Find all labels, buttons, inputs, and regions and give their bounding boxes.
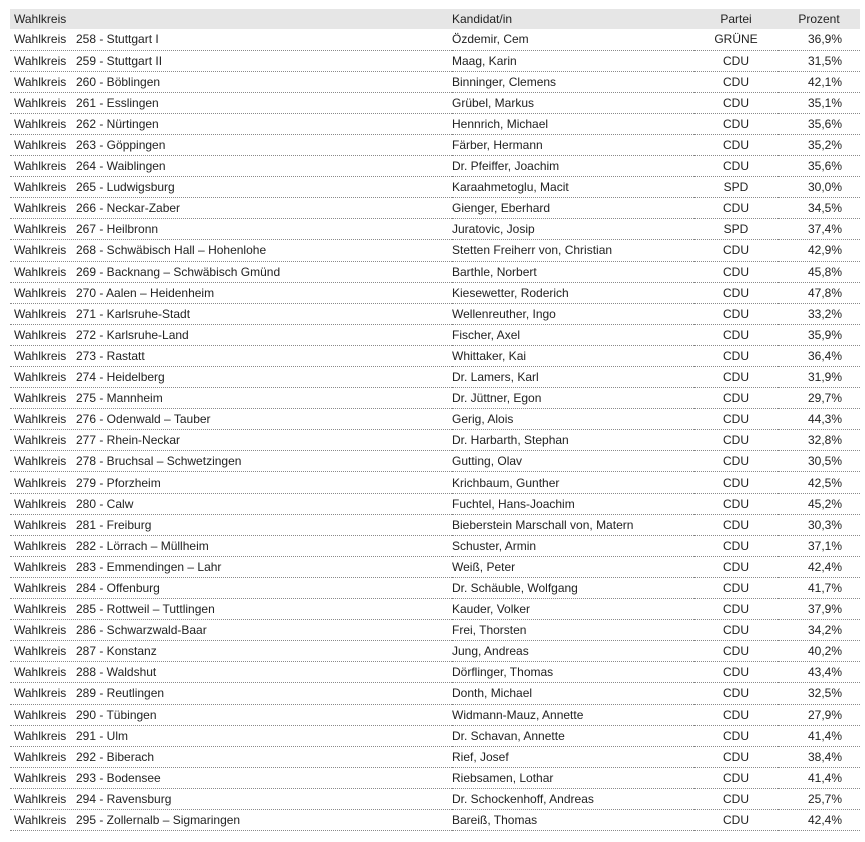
cell-kandidat: Juratovic, Josip xyxy=(452,219,694,240)
cell-kandidat: Frei, Thorsten xyxy=(452,620,694,641)
wahlkreis-label: Wahlkreis xyxy=(14,53,67,68)
wahlkreis-label: Wahlkreis xyxy=(14,201,67,216)
wahlkreis-name: 278 - Bruchsal – Schwetzingen xyxy=(76,454,242,469)
cell-wahlkreis xyxy=(10,50,452,71)
wahlkreis-label: Wahlkreis xyxy=(14,180,67,195)
cell-kandidat: Weiß, Peter xyxy=(452,556,694,577)
table-row xyxy=(10,409,860,430)
cell-wahlkreis xyxy=(10,134,452,155)
table-row xyxy=(10,29,860,50)
cell-prozent: 29,7% xyxy=(778,388,860,409)
table-row xyxy=(10,134,860,155)
cell-kandidat: Karaahmetoglu, Macit xyxy=(452,177,694,198)
cell-kandidat: Widmann-Mauz, Annette xyxy=(452,704,694,725)
cell-prozent: 37,4% xyxy=(778,219,860,240)
table-row xyxy=(10,92,860,113)
cell-wahlkreis xyxy=(10,388,452,409)
table-row xyxy=(10,219,860,240)
cell-wahlkreis xyxy=(10,809,452,830)
wahlkreis-name: 261 - Esslingen xyxy=(76,95,159,110)
cell-wahlkreis xyxy=(10,367,452,388)
wahlkreis-name: 276 - Odenwald – Tauber xyxy=(76,412,211,427)
cell-prozent: 37,1% xyxy=(778,535,860,556)
cell-partei: CDU xyxy=(694,577,778,598)
cell-partei: CDU xyxy=(694,472,778,493)
cell-partei: GRÜNE xyxy=(694,29,778,50)
table-row xyxy=(10,620,860,641)
cell-wahlkreis xyxy=(10,535,452,556)
cell-partei: CDU xyxy=(694,683,778,704)
cell-kandidat: Stetten Freiherr von, Christian xyxy=(452,240,694,261)
table-row xyxy=(10,556,860,577)
wahlkreis-label: Wahlkreis xyxy=(14,370,67,385)
cell-wahlkreis xyxy=(10,493,452,514)
wahlkreis-name: 281 - Freiburg xyxy=(76,517,152,532)
header-partei: Partei xyxy=(694,9,778,29)
cell-prozent: 35,9% xyxy=(778,324,860,345)
wahlkreis-label: Wahlkreis xyxy=(14,285,67,300)
wahlkreis-label: Wahlkreis xyxy=(14,813,67,828)
cell-wahlkreis xyxy=(10,240,452,261)
cell-kandidat: Krichbaum, Gunther xyxy=(452,472,694,493)
cell-prozent: 47,8% xyxy=(778,282,860,303)
cell-wahlkreis xyxy=(10,177,452,198)
cell-prozent: 37,9% xyxy=(778,599,860,620)
wahlkreis-label: Wahlkreis xyxy=(14,412,67,427)
header-prozent: Prozent xyxy=(778,9,860,29)
cell-prozent: 34,2% xyxy=(778,620,860,641)
cell-partei: CDU xyxy=(694,261,778,282)
wahlkreis-label: Wahlkreis xyxy=(14,116,67,131)
wahlkreis-name: 291 - Ulm xyxy=(76,728,129,743)
cell-kandidat: Gerig, Alois xyxy=(452,409,694,430)
cell-wahlkreis xyxy=(10,219,452,240)
table-body xyxy=(10,29,860,831)
table-row xyxy=(10,303,860,324)
cell-partei: CDU xyxy=(694,725,778,746)
wahlkreis-label: Wahlkreis xyxy=(14,707,67,722)
cell-partei: CDU xyxy=(694,113,778,134)
cell-prozent: 25,7% xyxy=(778,788,860,809)
wahlkreis-label: Wahlkreis xyxy=(14,243,67,258)
cell-kandidat: Bareiß, Thomas xyxy=(452,809,694,830)
cell-wahlkreis xyxy=(10,345,452,366)
wahlkreis-name: 265 - Ludwigsburg xyxy=(76,180,175,195)
cell-wahlkreis xyxy=(10,746,452,767)
cell-wahlkreis xyxy=(10,514,452,535)
cell-partei: CDU xyxy=(694,198,778,219)
cell-wahlkreis xyxy=(10,767,452,788)
cell-wahlkreis xyxy=(10,409,452,430)
table-row xyxy=(10,746,860,767)
table-row xyxy=(10,345,860,366)
wahlkreis-label: Wahlkreis xyxy=(14,686,67,701)
cell-kandidat: Jung, Andreas xyxy=(452,641,694,662)
wahlkreis-label: Wahlkreis xyxy=(14,580,67,595)
table-row xyxy=(10,282,860,303)
cell-partei: CDU xyxy=(694,430,778,451)
cell-partei: CDU xyxy=(694,809,778,830)
cell-prozent: 36,4% xyxy=(778,345,860,366)
cell-kandidat: Dr. Jüttner, Egon xyxy=(452,388,694,409)
cell-partei: CDU xyxy=(694,409,778,430)
wahlkreis-label: Wahlkreis xyxy=(14,348,67,363)
cell-wahlkreis xyxy=(10,725,452,746)
results-table xyxy=(10,9,860,831)
cell-kandidat: Dr. Schäuble, Wolfgang xyxy=(452,577,694,598)
cell-partei: CDU xyxy=(694,134,778,155)
wahlkreis-label: Wahlkreis xyxy=(14,749,67,764)
wahlkreis-name: 286 - Schwarzwald-Baar xyxy=(76,623,207,638)
table-row xyxy=(10,367,860,388)
cell-wahlkreis xyxy=(10,683,452,704)
wahlkreis-name: 288 - Waldshut xyxy=(76,665,157,680)
cell-partei: CDU xyxy=(694,556,778,577)
cell-partei: CDU xyxy=(694,514,778,535)
table-row xyxy=(10,493,860,514)
table-row xyxy=(10,71,860,92)
wahlkreis-name: 260 - Böblingen xyxy=(76,74,161,89)
wahlkreis-label: Wahlkreis xyxy=(14,138,67,153)
cell-wahlkreis xyxy=(10,788,452,809)
wahlkreis-label: Wahlkreis xyxy=(14,159,67,174)
cell-kandidat: Schuster, Armin xyxy=(452,535,694,556)
header-kandidat: Kandidat/in xyxy=(452,9,694,29)
cell-prozent: 38,4% xyxy=(778,746,860,767)
cell-prozent: 30,5% xyxy=(778,451,860,472)
header-wahlkreis: Wahlkreis xyxy=(10,9,452,29)
wahlkreis-label: Wahlkreis xyxy=(14,496,67,511)
cell-wahlkreis xyxy=(10,71,452,92)
cell-kandidat: Donth, Michael xyxy=(452,683,694,704)
wahlkreis-name: 259 - Stuttgart II xyxy=(76,53,163,68)
cell-partei: CDU xyxy=(694,388,778,409)
wahlkreis-name: 283 - Emmendingen – Lahr xyxy=(76,559,222,574)
wahlkreis-label: Wahlkreis xyxy=(14,264,67,279)
wahlkreis-name: 271 - Karlsruhe-Stadt xyxy=(76,306,191,321)
wahlkreis-name: 294 - Ravensburg xyxy=(76,791,172,806)
wahlkreis-label: Wahlkreis xyxy=(14,644,67,659)
cell-kandidat: Dr. Harbarth, Stephan xyxy=(452,430,694,451)
wahlkreis-name: 272 - Karlsruhe-Land xyxy=(76,327,189,342)
cell-kandidat: Hennrich, Michael xyxy=(452,113,694,134)
cell-partei: CDU xyxy=(694,767,778,788)
cell-wahlkreis xyxy=(10,29,452,50)
table-row xyxy=(10,535,860,556)
cell-wahlkreis xyxy=(10,704,452,725)
cell-wahlkreis xyxy=(10,261,452,282)
cell-prozent: 35,1% xyxy=(778,92,860,113)
cell-kandidat: Dörflinger, Thomas xyxy=(452,662,694,683)
wahlkreis-label: Wahlkreis xyxy=(14,95,67,110)
wahlkreis-label: Wahlkreis xyxy=(14,74,67,89)
cell-wahlkreis xyxy=(10,198,452,219)
wahlkreis-name: 282 - Lörrach – Müllheim xyxy=(76,538,209,553)
table-row xyxy=(10,198,860,219)
cell-prozent: 34,5% xyxy=(778,198,860,219)
cell-wahlkreis xyxy=(10,599,452,620)
cell-prozent: 32,5% xyxy=(778,683,860,704)
table-row xyxy=(10,156,860,177)
cell-partei: SPD xyxy=(694,177,778,198)
cell-kandidat: Barthle, Norbert xyxy=(452,261,694,282)
cell-partei: CDU xyxy=(694,746,778,767)
table-row xyxy=(10,50,860,71)
cell-wahlkreis xyxy=(10,156,452,177)
cell-wahlkreis xyxy=(10,641,452,662)
table-row xyxy=(10,641,860,662)
wahlkreis-name: 258 - Stuttgart I xyxy=(76,32,159,47)
wahlkreis-name: 270 - Aalen – Heidenheim xyxy=(76,285,215,300)
wahlkreis-label: Wahlkreis xyxy=(14,791,67,806)
wahlkreis-name: 269 - Backnang – Schwäbisch Gmünd xyxy=(76,264,281,279)
table-row xyxy=(10,430,860,451)
header-row xyxy=(10,9,860,29)
cell-kandidat: Dr. Lamers, Karl xyxy=(452,367,694,388)
cell-kandidat: Riebsamen, Lothar xyxy=(452,767,694,788)
wahlkreis-label: Wahlkreis xyxy=(14,391,67,406)
table-row xyxy=(10,725,860,746)
table-row xyxy=(10,767,860,788)
cell-kandidat: Dr. Pfeiffer, Joachim xyxy=(452,156,694,177)
cell-kandidat: Wellenreuther, Ingo xyxy=(452,303,694,324)
cell-kandidat: Dr. Schockenhoff, Andreas xyxy=(452,788,694,809)
cell-wahlkreis xyxy=(10,472,452,493)
cell-prozent: 36,9% xyxy=(778,29,860,50)
wahlkreis-label: Wahlkreis xyxy=(14,306,67,321)
cell-prozent: 42,1% xyxy=(778,71,860,92)
cell-prozent: 35,2% xyxy=(778,134,860,155)
wahlkreis-name: 262 - Nürtingen xyxy=(76,116,159,131)
cell-kandidat: Gienger, Eberhard xyxy=(452,198,694,219)
wahlkreis-label: Wahlkreis xyxy=(14,517,67,532)
wahlkreis-name: 263 - Göppingen xyxy=(76,138,166,153)
wahlkreis-label: Wahlkreis xyxy=(14,475,67,490)
cell-prozent: 41,4% xyxy=(778,725,860,746)
cell-wahlkreis xyxy=(10,556,452,577)
cell-partei: CDU xyxy=(694,50,778,71)
table-row xyxy=(10,662,860,683)
cell-prozent: 44,3% xyxy=(778,409,860,430)
wahlkreis-name: 279 - Pforzheim xyxy=(76,475,161,490)
cell-wahlkreis xyxy=(10,324,452,345)
cell-prozent: 42,4% xyxy=(778,556,860,577)
cell-partei: CDU xyxy=(694,493,778,514)
cell-kandidat: Fischer, Axel xyxy=(452,324,694,345)
cell-partei: SPD xyxy=(694,219,778,240)
table-header xyxy=(10,9,860,29)
cell-wahlkreis xyxy=(10,92,452,113)
wahlkreis-label: Wahlkreis xyxy=(14,728,67,743)
table-row xyxy=(10,788,860,809)
cell-partei: CDU xyxy=(694,345,778,366)
table-row xyxy=(10,472,860,493)
cell-partei: CDU xyxy=(694,599,778,620)
cell-kandidat: Gutting, Olav xyxy=(452,451,694,472)
wahlkreis-name: 275 - Mannheim xyxy=(76,391,163,406)
cell-prozent: 42,4% xyxy=(778,809,860,830)
cell-partei: CDU xyxy=(694,71,778,92)
table-row xyxy=(10,388,860,409)
cell-prozent: 42,9% xyxy=(778,240,860,261)
cell-partei: CDU xyxy=(694,620,778,641)
cell-prozent: 30,3% xyxy=(778,514,860,535)
cell-kandidat: Färber, Hermann xyxy=(452,134,694,155)
wahlkreis-label: Wahlkreis xyxy=(14,538,67,553)
table-row xyxy=(10,451,860,472)
cell-wahlkreis xyxy=(10,620,452,641)
wahlkreis-label: Wahlkreis xyxy=(14,602,67,617)
cell-partei: CDU xyxy=(694,303,778,324)
wahlkreis-name: 293 - Bodensee xyxy=(76,770,161,785)
cell-kandidat: Dr. Schavan, Annette xyxy=(452,725,694,746)
cell-kandidat: Özdemir, Cem xyxy=(452,29,694,50)
cell-kandidat: Whittaker, Kai xyxy=(452,345,694,366)
cell-partei: CDU xyxy=(694,282,778,303)
cell-prozent: 45,2% xyxy=(778,493,860,514)
cell-partei: CDU xyxy=(694,324,778,345)
wahlkreis-name: 287 - Konstanz xyxy=(76,644,157,659)
wahlkreis-label: Wahlkreis xyxy=(14,454,67,469)
wahlkreis-name: 264 - Waiblingen xyxy=(76,159,166,174)
cell-wahlkreis xyxy=(10,577,452,598)
wahlkreis-label: Wahlkreis xyxy=(14,222,67,237)
cell-partei: CDU xyxy=(694,92,778,113)
table-row xyxy=(10,704,860,725)
table-row xyxy=(10,261,860,282)
wahlkreis-label: Wahlkreis xyxy=(14,559,67,574)
cell-prozent: 43,4% xyxy=(778,662,860,683)
cell-kandidat: Binninger, Clemens xyxy=(452,71,694,92)
cell-kandidat: Kauder, Volker xyxy=(452,599,694,620)
cell-prozent: 41,7% xyxy=(778,577,860,598)
table-row xyxy=(10,599,860,620)
cell-partei: CDU xyxy=(694,788,778,809)
cell-prozent: 33,2% xyxy=(778,303,860,324)
table-row xyxy=(10,324,860,345)
cell-prozent: 35,6% xyxy=(778,113,860,134)
cell-prozent: 31,9% xyxy=(778,367,860,388)
wahlkreis-label: Wahlkreis xyxy=(14,665,67,680)
wahlkreis-name: 274 - Heidelberg xyxy=(76,370,165,385)
cell-kandidat: Fuchtel, Hans-Joachim xyxy=(452,493,694,514)
cell-wahlkreis xyxy=(10,113,452,134)
cell-prozent: 35,6% xyxy=(778,156,860,177)
cell-kandidat: Rief, Josef xyxy=(452,746,694,767)
wahlkreis-name: 267 - Heilbronn xyxy=(76,222,159,237)
cell-wahlkreis xyxy=(10,282,452,303)
cell-partei: CDU xyxy=(694,367,778,388)
cell-kandidat: Maag, Karin xyxy=(452,50,694,71)
cell-partei: CDU xyxy=(694,641,778,662)
table-row xyxy=(10,809,860,830)
cell-kandidat: Kiesewetter, Roderich xyxy=(452,282,694,303)
wahlkreis-label: Wahlkreis xyxy=(14,770,67,785)
cell-prozent: 42,5% xyxy=(778,472,860,493)
wahlkreis-name: 284 - Offenburg xyxy=(76,580,160,595)
cell-partei: CDU xyxy=(694,535,778,556)
cell-partei: CDU xyxy=(694,240,778,261)
cell-prozent: 30,0% xyxy=(778,177,860,198)
cell-partei: CDU xyxy=(694,662,778,683)
wahlkreis-label: Wahlkreis xyxy=(14,433,67,448)
wahlkreis-name: 285 - Rottweil – Tuttlingen xyxy=(76,602,215,617)
wahlkreis-label: Wahlkreis xyxy=(14,32,67,47)
table-row xyxy=(10,683,860,704)
wahlkreis-name: 266 - Neckar-Zaber xyxy=(76,201,181,216)
wahlkreis-name: 273 - Rastatt xyxy=(76,348,145,363)
cell-prozent: 31,5% xyxy=(778,50,860,71)
cell-prozent: 45,8% xyxy=(778,261,860,282)
wahlkreis-name: 292 - Biberach xyxy=(76,749,155,764)
cell-partei: CDU xyxy=(694,451,778,472)
cell-prozent: 41,4% xyxy=(778,767,860,788)
table-row xyxy=(10,240,860,261)
cell-wahlkreis xyxy=(10,303,452,324)
cell-wahlkreis xyxy=(10,430,452,451)
cell-partei: CDU xyxy=(694,156,778,177)
cell-prozent: 32,8% xyxy=(778,430,860,451)
table-row xyxy=(10,113,860,134)
cell-prozent: 40,2% xyxy=(778,641,860,662)
wahlkreis-name: 290 - Tübingen xyxy=(76,707,157,722)
wahlkreis-name: 280 - Calw xyxy=(76,496,134,511)
table-row xyxy=(10,177,860,198)
wahlkreis-label: Wahlkreis xyxy=(14,327,67,342)
cell-kandidat: Grübel, Markus xyxy=(452,92,694,113)
cell-prozent: 27,9% xyxy=(778,704,860,725)
cell-wahlkreis xyxy=(10,662,452,683)
cell-kandidat: Bieberstein Marschall von, Matern xyxy=(452,514,694,535)
wahlkreis-name: 277 - Rhein-Neckar xyxy=(76,433,181,448)
wahlkreis-label: Wahlkreis xyxy=(14,623,67,638)
wahlkreis-name: 289 - Reutlingen xyxy=(76,686,165,701)
cell-wahlkreis xyxy=(10,451,452,472)
cell-partei: CDU xyxy=(694,704,778,725)
wahlkreis-name: 295 - Zollernalb – Sigmaringen xyxy=(76,813,241,828)
wahlkreis-name: 268 - Schwäbisch Hall – Hohenlohe xyxy=(76,243,267,258)
table-row xyxy=(10,577,860,598)
table-row xyxy=(10,514,860,535)
